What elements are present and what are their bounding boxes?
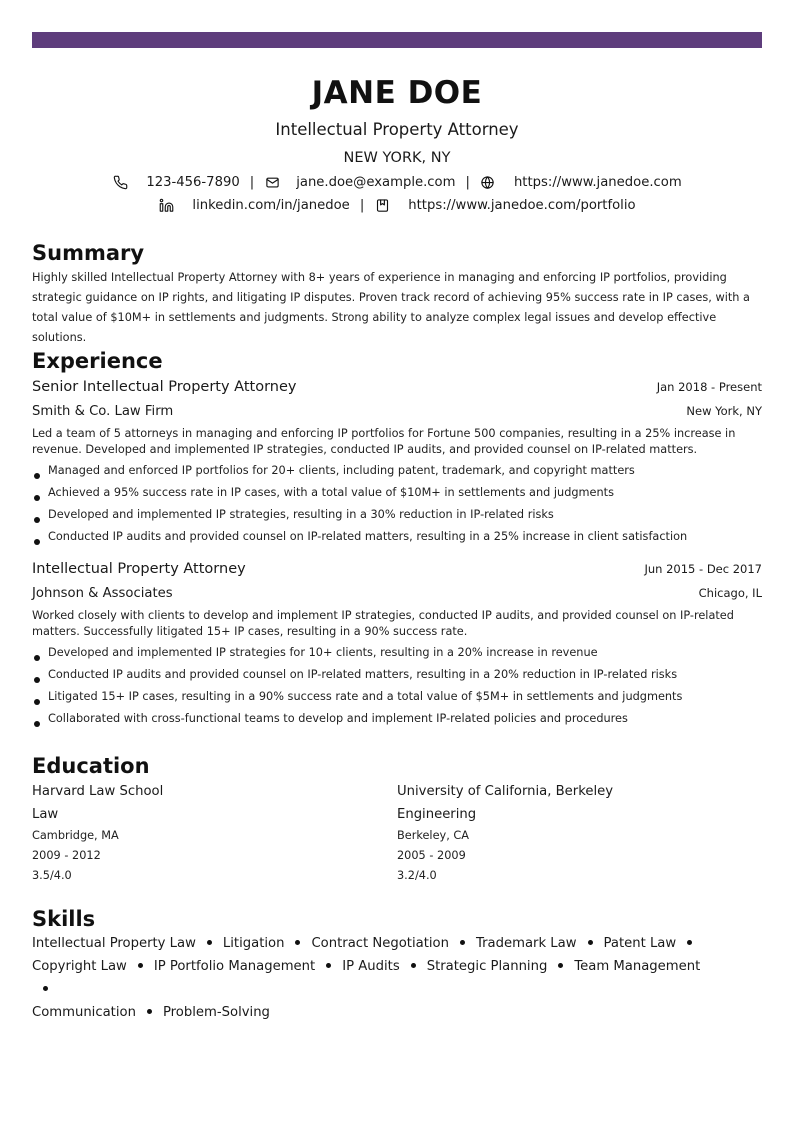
education-field: Engineering — [397, 807, 477, 822]
job-company-row — [32, 583, 762, 604]
job-title: Senior Intellectual Property Attorney — [32, 379, 297, 395]
skill-item: IP Audits — [342, 959, 400, 974]
education-dates: 2005 - 2009 — [397, 849, 466, 862]
job-description: Led a team of 5 attorneys in managing and enforcing IP portfolios for Fortune 500 companies, resulting in a 25% increase in revenue. Developed and implemented IP strategies, conducted IP audits, and provided counsel on IP-related matters. — [32, 427, 736, 456]
job-bullet: Developed and implemented IP strategies, resulting in a 30% reduction in IP-related risks — [32, 504, 762, 526]
education-heading: Education — [32, 754, 150, 778]
skill-separator-dot — [588, 940, 593, 945]
skill-item: Intellectual Property Law — [32, 936, 196, 951]
skill-separator-dot — [558, 963, 563, 968]
job-company: Smith & Co. Law Firm — [32, 404, 174, 419]
education-gpa: 3.2/4.0 — [397, 869, 437, 882]
education-school: Harvard Law School — [32, 784, 164, 799]
education-gpa: 3.5/4.0 — [32, 869, 72, 882]
separator: | — [359, 197, 365, 213]
mail-icon — [264, 175, 280, 191]
job-header-row — [32, 377, 762, 397]
summary-section — [32, 240, 762, 348]
skill-item: Team Management — [574, 959, 701, 974]
globe-icon — [480, 175, 496, 191]
separator: | — [465, 174, 470, 190]
education-grid — [32, 780, 762, 886]
job-title: Intellectual Property Attorney — [32, 561, 246, 577]
accent-bar — [32, 32, 762, 48]
separator: | — [249, 174, 255, 190]
job-dates: Jun 2015 - Dec 2017 — [644, 562, 762, 576]
skill-separator-dot — [326, 963, 331, 968]
job-location: Chicago, IL — [698, 586, 762, 600]
summary-text: Highly skilled Intellectual Property Attorney with 8+ years of experience in managing and enforcing IP portfolios, providing strategic guidance on IP rights, and litigating IP disputes. Proven track record of achieving 95% success rate in IP cases, with a total value of $10M+ in settlements and judgments. Strong ability to analyze complex legal issues and develop effective solutions. — [32, 271, 750, 344]
contact-row-primary — [32, 171, 762, 194]
skill-item: Contract Negotiation — [311, 936, 449, 951]
skill-item: Trademark Law — [476, 936, 577, 951]
experience-heading: Experience — [32, 349, 163, 373]
portfolio-icon — [374, 198, 390, 214]
education-entry — [397, 780, 762, 886]
job-bullets — [32, 460, 762, 548]
job-header-row — [32, 559, 762, 579]
skill-item: Problem-Solving — [162, 1005, 270, 1020]
website-link[interactable]: https://www.janedoe.com — [513, 174, 682, 190]
job-location: New York, NY — [686, 404, 762, 418]
experience-section — [32, 348, 762, 730]
education-location: Cambridge, MA — [32, 829, 119, 842]
skill-separator-dot — [147, 1009, 152, 1014]
skills-heading: Skills — [32, 907, 96, 931]
job-dates: Jan 2018 - Present — [656, 380, 762, 394]
linkedin-link[interactable]: linkedin.com/in/janedoe — [192, 197, 350, 213]
portfolio-link[interactable]: https://www.janedoe.com/portfolio — [408, 197, 636, 213]
skills-section — [32, 906, 762, 1024]
skill-separator-dot — [295, 940, 300, 945]
skill-item: Strategic Planning — [426, 959, 548, 974]
skills-list — [32, 932, 712, 1024]
skill-item: Litigation — [222, 936, 285, 951]
skill-item: IP Portfolio Management — [153, 959, 316, 974]
education-dates: 2009 - 2012 — [32, 849, 101, 862]
job-bullet: Managed and enforced IP portfolios for 20+ clients, including patent, trademark, and copyright matters — [32, 460, 762, 482]
email-link[interactable]: jane.doe@example.com — [296, 174, 456, 190]
education-location: Berkeley, CA — [397, 829, 470, 842]
job-bullet: Conducted IP audits and provided counsel on IP-related matters, resulting in a 20% reduction in IP-related risks — [32, 664, 762, 686]
job-company-row — [32, 401, 762, 422]
job-bullet: Achieved a 95% success rate in IP cases, with a total value of $10M+ in settlements and judgments — [32, 482, 762, 504]
skill-separator-dot — [207, 940, 212, 945]
linkedin-icon — [158, 198, 174, 214]
skill-separator-dot — [411, 963, 416, 968]
skill-item: Patent Law — [603, 936, 677, 951]
job-bullet: Developed and implemented IP strategies for 10+ clients, resulting in a 20% increase in revenue — [32, 642, 762, 664]
job-description: Worked closely with clients to develop and implement IP strategies, conducted IP audits, and provided counsel on IP-related matters. Successfully litigated 15+ IP cases, resulting in a 90% success rate. — [32, 609, 734, 638]
contact-row-secondary — [32, 194, 762, 217]
skill-separator-dot — [138, 963, 143, 968]
education-school: University of California, Berkeley — [397, 784, 614, 799]
job-entry — [32, 377, 762, 548]
job-bullet: Litigated 15+ IP cases, resulting in a 90% success rate and a total value of $5M+ in settlements and judgments — [32, 686, 762, 708]
skill-separator-dot — [43, 986, 48, 991]
skill-separator-dot — [687, 940, 692, 945]
skill-item: Copyright Law — [32, 959, 127, 974]
summary-heading: Summary — [32, 241, 145, 265]
candidate-title: Intellectual Property Attorney — [275, 120, 519, 139]
skill-item: Communication — [32, 1005, 136, 1020]
skill-separator-dot — [460, 940, 465, 945]
education-entry — [32, 780, 397, 886]
job-bullet: Collaborated with cross-functional teams to develop and implement IP-related policies and procedures — [32, 708, 762, 730]
job-bullets — [32, 642, 762, 730]
candidate-name: JANE DOE — [311, 75, 483, 111]
job-company: Johnson & Associates — [32, 586, 173, 601]
job-entry — [32, 559, 762, 730]
resume-header — [32, 74, 762, 217]
phone-link[interactable]: 123-456-7890 — [146, 174, 240, 190]
job-bullet: Conducted IP audits and provided counsel on IP-related matters, resulting in a 25% increase in client satisfaction — [32, 526, 762, 548]
education-field: Law — [32, 807, 59, 822]
candidate-location: NEW YORK, NY — [343, 150, 451, 166]
phone-icon — [112, 175, 128, 191]
education-section — [32, 753, 762, 886]
